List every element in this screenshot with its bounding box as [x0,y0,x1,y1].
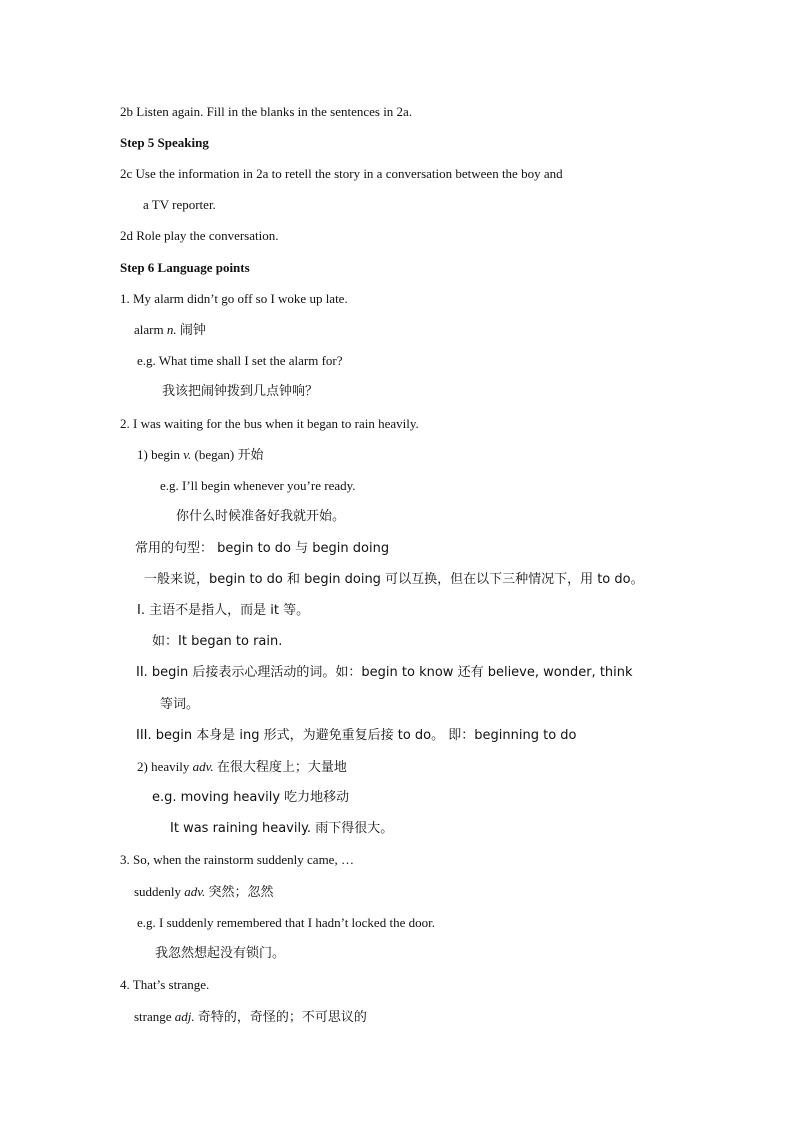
word: strange [134,1009,172,1024]
case-II: II. begin 后接表示心理活动的词。如：begin to know 还有 believe, wonder, think [136,665,633,680]
case-III: III. begin 本身是 ing 形式，为避免重复后接 to do。 即：beginning to do [136,728,577,743]
instruction-2c: 2c Use the information in 2a to retell the story in a conversation between the boy and [120,166,563,181]
case-II-cont: 等词。 [160,697,200,712]
word: 1) begin [137,447,180,462]
word: alarm [134,322,164,337]
part-of-speech: adj. [174,1009,195,1024]
past-form: (began) [194,447,235,462]
usage-note: 一般来说，begin to do 和 begin doing 可以互换，但在以下三种情况下，用 to do。 [144,572,644,587]
point-1-example-translation: 我该把闹钟拨到几点钟响？ [162,384,319,399]
instruction-2c-cont: a TV reporter. [143,197,216,212]
chinese-meaning: 突然；忽然 [208,885,274,900]
point-1-word-entry [134,322,206,339]
chinese-meaning: 奇特的，奇怪的；不可思议的 [197,1010,367,1025]
point-2-2-example: e.g. moving heavily 吃力地移动 [152,790,350,805]
case-I: I. 主语不是指人，而是 it 等。 [137,603,310,618]
case-I-example: 如：It began to rain. [152,634,283,649]
instruction-2b: 2b Listen again. Fill in the blanks in the sentences in 2a. [120,104,413,119]
sentence-pattern: 常用的句型： begin to do 与 begin doing [135,541,390,556]
part-of-speech: adv. [184,884,206,899]
point-3-example-translation: 我忽然想起没有锁门。 [155,946,286,961]
part-of-speech: v. [183,447,192,462]
chinese-meaning: 闹钟 [179,323,206,338]
step6-heading: Step 6 Language points [120,260,250,275]
point-2: 2. I was waiting for the bus when it began to rain heavily. [120,416,419,431]
point-2-2-entry [137,759,347,776]
point-2-1-example-translation: 你什么时候准备好我就开始。 [176,509,346,524]
point-2-1-example: e.g. I’ll begin whenever you’re ready. [160,478,356,493]
word: 2) heavily [137,759,190,774]
point-4-entry [134,1009,367,1026]
chinese-meaning: 开始 [237,448,264,463]
step5-heading: Step 5 Speaking [120,135,209,150]
point-3: 3. So, when the rainstorm suddenly came, … [120,852,354,867]
point-1: 1. My alarm didn’t go off so I woke up late. [120,291,348,306]
point-2-2-example-2: It was raining heavily. 雨下得很大。 [170,821,394,836]
point-3-entry [134,884,274,901]
point-4: 4. That’s strange. [120,977,210,992]
instruction-2d: 2d Role play the conversation. [120,228,279,243]
part-of-speech: n. [166,322,177,337]
point-1-example: e.g. What time shall I set the alarm for? [137,353,343,368]
part-of-speech: adv. [192,759,214,774]
point-3-example: e.g. I suddenly remembered that I hadn’t locked the door. [137,915,435,930]
word: suddenly [134,884,181,899]
chinese-meaning: 在很大程度上；大量地 [216,760,347,775]
point-2-1-entry [137,447,264,464]
